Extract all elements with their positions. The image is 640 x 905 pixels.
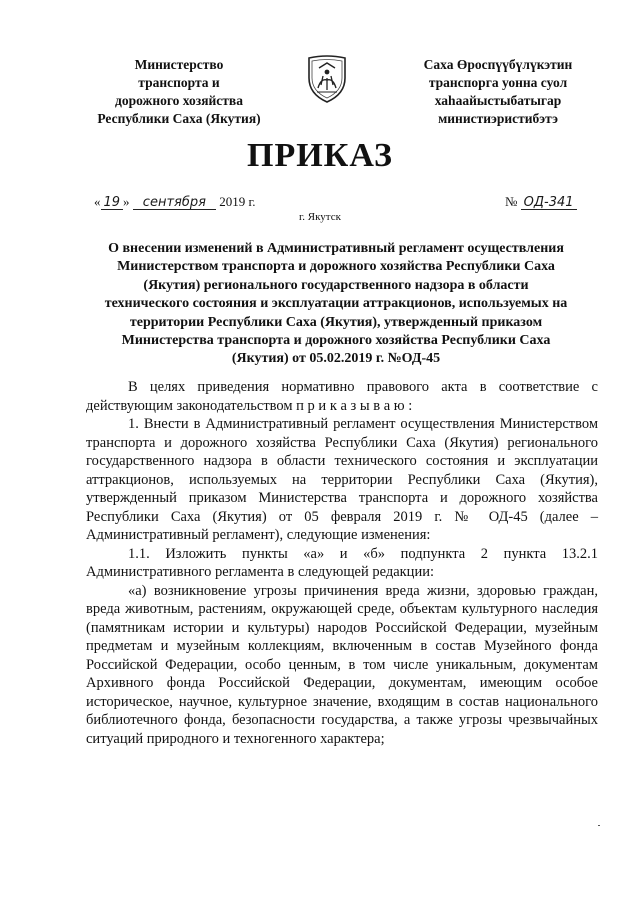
header-ministry-yakut [398, 56, 598, 128]
header-left-line: Республики Саха (Якутия) [97, 111, 261, 126]
order-body [86, 378, 598, 748]
coat-of-arms-icon [305, 52, 349, 104]
document-title: ПРИКАЗ [247, 137, 393, 174]
subject-line: (Якутия) от 05.02.2019 г. №ОД-45 [231, 351, 441, 367]
header-right-line: Саха Өроспүүбүлүкэтин [423, 57, 573, 72]
body-paragraph: В целях приведения нормативно правового акта в соответствие с действующим законодательством п р и к а з ы в а ю : [86, 379, 598, 414]
body-paragraph: «а) возникновение угрозы причинения вреда жизни, здоровью граждан, вреда животным, растениям, окружающей среде, объектам культурного наследия (памятникам истории и культуры) народов Российской Федерации, музейным предметам и музейным коллекциям, включенным в состав Музейного фонда Российской Федерации, особо ценным, в том числе уникальным, документам Архивного фонда Российской Федерации, документам, имеющим особое историческое, научное, культурное значение, входящим в состав национального библиотечного фонда, безопасности государства, а также угрозы чрезвычайных ситуаций природного и техногенного характера; [86, 582, 598, 747]
date-month: сентября [133, 196, 216, 210]
subject-line: технического состояния и эксплуатации аттракционов, используемых на [104, 296, 568, 312]
date-day: 19 [101, 196, 124, 210]
subject-line: О внесении изменений в Административный регламент осуществления [108, 241, 564, 256]
subject-line: (Якутия) регионального государственного надзора в области [143, 277, 529, 293]
body-paragraph: 1. Внести в Административный регламент осуществления Министерством транспорта и дорожного хозяйства Республики Саха (Якутия) регионального государственного надзора в области технического состояния и эксплуатации аттракционов, используемых на территории Республики Саха (Якутия), утвержденный приказом Министерства транспорта и дорожного хозяйства Республики Саха (Якутия) от 05 февраля 2019 г. № ОД-45 (далее – Административный регламент), следующие изменения: [86, 416, 598, 543]
header-ministry-russian [84, 56, 274, 128]
scan-mark [598, 825, 600, 826]
header-right-line: транспорга уонна суол [428, 75, 568, 90]
city-label: г. Якутск [299, 211, 341, 223]
header-left-line: Министерство [134, 57, 224, 72]
subject-line: Министерством транспорта и дорожного хозяйства Республики Саха [117, 259, 555, 275]
order-number [505, 194, 577, 210]
date-year: 2019 г. [219, 194, 256, 209]
order-date [94, 194, 256, 210]
header-right-line: министиэристибэтэ [438, 111, 558, 126]
body-paragraph: 1.1. Изложить пункты «а» и «б» подпункта 2 пункта 13.2.1 Административного регламента в следующей редакции: [86, 545, 598, 580]
subject-line: территории Республики Саха (Якутия), утвержденный приказом [129, 314, 543, 330]
date-mid-quote: » [123, 194, 130, 209]
subject-line: Министерства транспорта и дорожного хозяйства Республики Саха [121, 333, 551, 349]
date-open-quote: « [94, 194, 101, 209]
order-subject [86, 240, 586, 369]
number-prefix: № [505, 194, 518, 209]
header-left-line: дорожного хозяйства [115, 93, 243, 108]
number-value: ОД-341 [521, 196, 577, 210]
header-left-line: транспорта и [138, 75, 220, 90]
header-right-line: хаһаайыстыбатыгар [434, 93, 562, 108]
